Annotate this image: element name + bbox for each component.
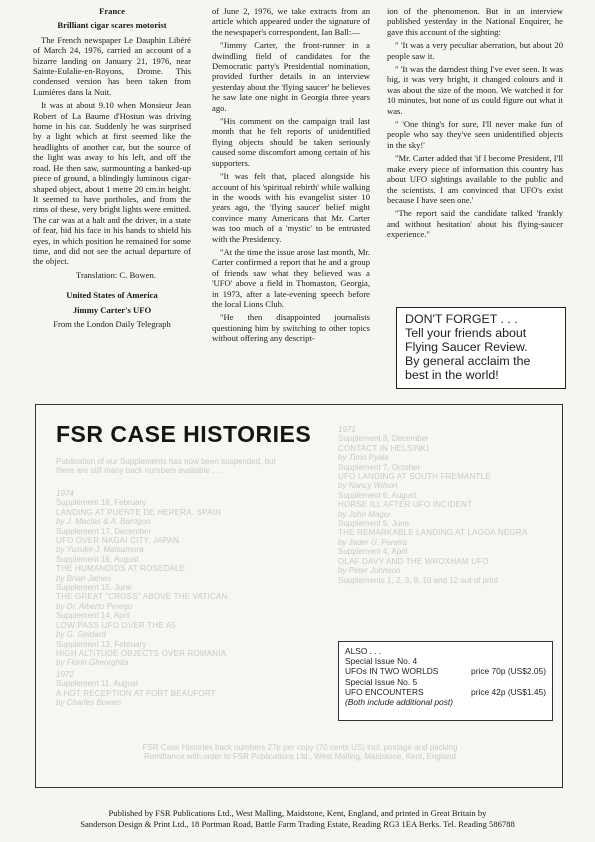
dont-forget-box [396, 307, 566, 389]
box-line: Flying Saucer Review. [405, 340, 528, 354]
special-issue-label: Special Issue No. 4 [345, 656, 418, 667]
special-issue-row [345, 687, 546, 697]
ordering-line: FSR Case Histories back numbers 27p per copy (70 cents US) incl. postage and packing [142, 743, 458, 752]
section-country: France [99, 6, 125, 16]
supplement-number: Supplement 8, December [338, 434, 429, 444]
supplement-number: Supplement 14, April [56, 611, 130, 621]
special-issue-price: price 42p (US$1.45) [471, 686, 546, 697]
supplement-title: HORSE ILL AFTER UFO INCIDENT [338, 500, 473, 510]
paragraph: "His comment on the campaign trail last month that he felt reports of unidentified flying objects should be taken seriously caused some discomfort among certain of his supporters. [212, 116, 370, 168]
supplement-number: Supplements 1, 2, 3, 9, 10 and 12 out of print [338, 575, 499, 585]
supplement-number: Supplement 13, February [56, 639, 147, 649]
article-column-2 [212, 6, 370, 347]
article-title: Brilliant cigar scares motorist [57, 20, 167, 31]
supplement-number: Supplement 5, June [338, 519, 410, 529]
paragraph: "It was felt that, placed alongside his account of his 'spiritual rebirth' while walking in the woods with his evangelist sister 10 years ago, the 'flying saucer' belief might convince many Americans that Mr. Carter was too much of a 'mystic' to be entrusted with the Presidency. [212, 171, 370, 244]
box-line: best in the world! [405, 368, 499, 382]
section-country: United States of America [66, 290, 158, 301]
supplement-title: THE HUMANOIDS AT ROSEDALE [56, 564, 186, 574]
supplement-number: Supplement 18, February [56, 498, 147, 508]
supplement-author: by G. Geldard [56, 630, 106, 640]
supplement-title: A HOT RECEPTION AT FORT BEAUFORT [56, 688, 216, 698]
supplement-number: Supplement 15, June [56, 583, 132, 593]
paragraph: "He then disappointed journalists questioning him by switching to other topics without offering any descript- [212, 312, 370, 344]
supplement-list-left [56, 489, 316, 707]
supplement-author: by Peter Johnson [338, 566, 401, 576]
supplement-year: 1971 [338, 425, 356, 434]
supplement-author: by Dr. Alberto Perego [56, 601, 133, 611]
supplement-author: by Nancy Wilson [338, 481, 398, 491]
supplement-number: Supplement 4, April [338, 547, 408, 557]
paragraph: It was at about 9.10 when Monsieur Jean Robert of La Baume d'Hostun was driving home in his car. Suddenly he was surprised by a light which at first seemed like the headlights of another car, but the source of the light was away to his left, and off the road. He then saw, surmounting a banked-up piece of ground, a blindingly luminous cigar-shaped object, about 1 metre 20 cm.in height. It seemed to have portholes, and from the rims of these, very bright lights were emitted. The car was at a halt and the driver, in a state of fear, hid his face in his hands to shield his eyes, in which position he remained for some time, and did not see the actual departure of the object. [33, 100, 191, 267]
supplement-number: Supplement 16, August [56, 554, 139, 564]
supplement-number: Supplement 11, August [56, 679, 139, 689]
special-issue-title: UFO ENCOUNTERS [345, 686, 424, 697]
supplement-author: by Jader U. Pereira [338, 537, 407, 547]
supplement-title: LOW-PASS UFO OVER THE A5 [56, 620, 176, 630]
supplement-title: HIGH ALTITUDE OBJECTS OVER ROMANIA [56, 648, 227, 658]
special-issue-label: Special Issue No. 5 [345, 676, 418, 687]
article-column-1 [33, 6, 191, 332]
footer-line: Sanderson Design & Print Ltd., 18 Portman Road, Battle Farm Trading Estate, Reading RG3 1EA Berks. Tel. Reading 586788 [80, 819, 515, 829]
article-column-3 [387, 6, 563, 243]
supplement-author: by Charles Bowen [56, 697, 121, 707]
special-issue-price: price 70p (US$2.05) [471, 666, 546, 677]
supplement-author: by John Magor [338, 509, 391, 519]
footer-line: Published by FSR Publications Ltd., West Malling, Maidstone, Kent, England, and printed in Great Britain by [108, 808, 487, 818]
supplement-author: by Florin Gheorghita [56, 658, 129, 668]
supplement-number: Supplement 17, December [56, 526, 152, 536]
box-line: DON'T FORGET . . . [405, 312, 518, 326]
paragraph: ion of the phenomenon. But in an interview published yesterday in the National Enquirer, he gave this account of the sighting: [387, 6, 563, 37]
publisher-footer [30, 808, 565, 830]
supplement-author: by Brian James [56, 573, 112, 583]
source-line: From the London Daily Telegraph [53, 318, 171, 329]
special-issue-title: UFOs IN TWO WORLDS [345, 666, 439, 677]
box-line: Tell your friends about [405, 326, 527, 340]
paragraph: "At the time the issue arose last month, Mr. Carter confirmed a report that he and a group of friends saw what they believed was a 'UFO' above a field in Thomaston, Georgia, in 1973, after a late-evening speech before the local Lions Club. [212, 246, 370, 309]
translation-credit: Translation: C. Bowen. [76, 269, 156, 280]
supplement-title: UFO OVER NAGAI CITY, JAPAN [56, 536, 180, 546]
paragraph: "Jimmy Carter, the front-runner in a dwindling field of candidates for the Democratic party's Presidential nomination, provided further details in an interview yesterday about the 'flying saucer' he believes he saw late one night in Georgia three years ago. [212, 40, 370, 113]
supplement-author: by Yusuke J. Matsumura [56, 545, 144, 555]
case-histories-title: FSR CASE HISTORIES [56, 421, 312, 447]
supplement-author: by Timo Pyala [338, 453, 389, 463]
ordering-line: Remittance with order to FSR Publications Ltd., West Malling, Maidstone, Kent, England [143, 752, 456, 762]
supplement-year: 1972 [56, 669, 74, 679]
special-issue-row [345, 666, 546, 676]
supplement-title: LANDING AT PUENTE DE HERERA, SPAIN [56, 507, 222, 517]
paragraph: " 'It was the darndest thing I've ever seen. It was big, it was very bright, it changed colours and it was about the size of the moon. We watched it for 10 minutes, but none of us could figure out what it was. [387, 64, 563, 116]
supplement-title: THE REMARKABLE LANDING AT LAGOA NEGRA [338, 528, 528, 538]
supplement-number: Supplement 6, August [338, 490, 417, 500]
paragraph: of June 2, 1976, we take extracts from an article which appeared under the signature of the newspaper's correspondent, Ian Ball:— [212, 6, 370, 37]
paragraph: "The report said the candidate talked 'frankly and without hesitation' about his flying-saucer experience." [387, 208, 563, 240]
supplement-title: UFO LANDING AT SOUTH FREMANTLE [338, 472, 491, 482]
also-heading: ALSO . . . [345, 646, 382, 656]
supplement-title: THE GREAT "CROSS" ABOVE THE VATICAN [56, 592, 228, 602]
paragraph: " 'It was a very peculiar aberration, but about 20 people saw it. [387, 40, 563, 61]
case-histories-intro: Publication of our Supplements has now been suspended, but there are still many back numbers available . . . [56, 457, 276, 476]
paragraph: " 'One thing's for sure, I'll never make fun of people who say they've seen unidentified objects in the sky!' [387, 119, 563, 150]
ordering-note [36, 743, 564, 762]
supplement-title: OLAF DAVY AND THE WROXHAM UFO [338, 556, 489, 566]
postage-note: (Both include additional post) [345, 697, 454, 708]
supplement-number: Supplement 7, October [338, 462, 421, 472]
supplement-title: CONTACT IN HELSINKI [338, 443, 429, 453]
article-title: Jimmy Carter's UFO [72, 304, 152, 315]
supplement-year: 1974 [56, 489, 74, 498]
case-histories-panel [35, 404, 563, 788]
paragraph: The French newspaper Le Dauphin Libéré of March 24, 1976, carried an account of a bizarre landing on January 21, 1976, near Sainte-Eulalie-en-Royons, Drome. This condensed version has been taken from Lumières dans la Nuit. [33, 34, 191, 97]
supplement-author: by J. Macías & A. Barrigon [56, 517, 151, 527]
box-line: By general acclaim the [405, 354, 531, 368]
also-special-issues [338, 641, 553, 721]
paragraph: "Mr. Carter added that 'if I become President, I'll make every piece of information this country has about UFO sightings available to the public and the scientists. I am convinced that UFO's exist because I have seen one.' [387, 153, 563, 205]
supplement-list-right [338, 425, 558, 585]
